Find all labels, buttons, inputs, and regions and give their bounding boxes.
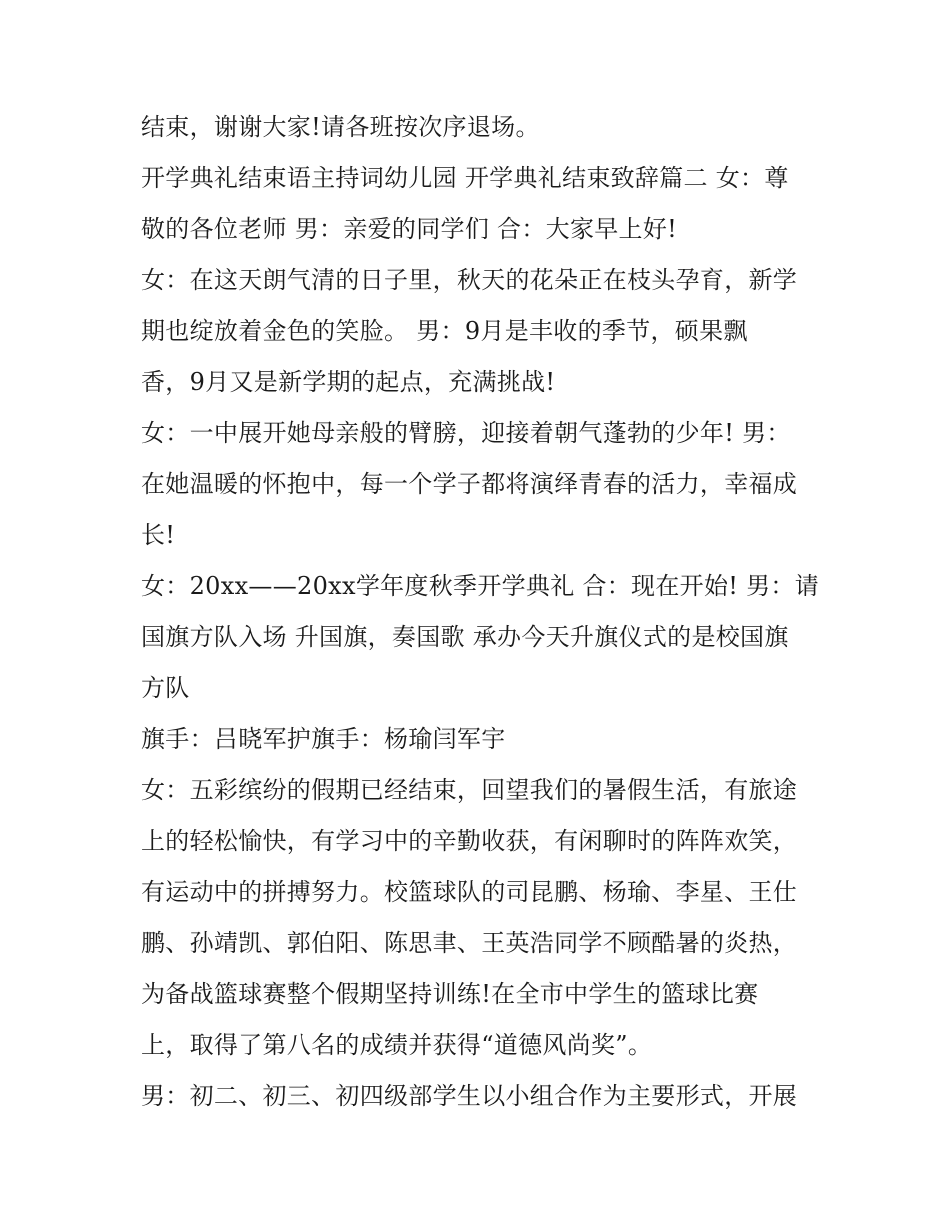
text-line: 开学典礼结束语主持词幼儿园 开学典礼结束致辞篇二 女：尊 bbox=[141, 164, 789, 192]
text-line: 旗手：吕晓军护旗手：杨瑜闫军宇 bbox=[141, 725, 506, 753]
text-line: 女：五彩缤纷的假期已经结束，回望我们的暑假生活，有旅途 bbox=[141, 776, 798, 804]
text-line: 香，9月又是新学期的起点，充满挑战! bbox=[141, 368, 556, 396]
text-line: 国旗方队入场 升国旗，奏国歌 承办今天升旗仪式的是校国旗 bbox=[141, 623, 789, 651]
text-line: 在她温暖的怀抱中，每一个学子都将演绎青春的活力，幸福成 bbox=[141, 470, 798, 498]
text-line: 鹏、孙靖凯、郭伯阳、陈思聿、王英浩同学不顾酷暑的炎热， bbox=[141, 929, 798, 957]
text-line: 结束，谢谢大家!请各班按次序退场。 bbox=[141, 113, 540, 141]
text-line: 男：初二、初三、初四级部学生以小组合作为主要形式，开展 bbox=[141, 1082, 798, 1110]
text-line: 女：在这天朗气清的日子里，秋天的花朵正在枝头孕育，新学 bbox=[141, 266, 798, 294]
text-line: 女：20xx——20xx学年度秋季开学典礼 合：现在开始! 男：请 bbox=[141, 572, 820, 600]
text-line: 为备战篮球赛整个假期坚持训练!在全市中学生的篮球比赛 bbox=[141, 980, 759, 1008]
text-line: 女：一中展开她母亲般的臂膀，迎接着朝气蓬勃的少年! 男： bbox=[141, 419, 791, 447]
text-line: 期也绽放着金色的笑脸。 男：9月是丰收的季节，硕果飘 bbox=[141, 317, 748, 345]
text-line: 方队 bbox=[141, 674, 190, 702]
text-line: 上，取得了第八名的成绩并获得“道德风尚奖”。 bbox=[141, 1031, 653, 1059]
text-line: 长! bbox=[141, 521, 176, 549]
text-line: 上的轻松愉快，有学习中的辛勤收获，有闲聊时的阵阵欢笑， bbox=[141, 827, 798, 855]
text-line: 有运动中的拼搏努力。校篮球队的司昆鹏、杨瑜、李星、王仕 bbox=[141, 878, 798, 906]
text-line: 敬的各位老师 男：亲爱的同学们 合：大家早上好! bbox=[141, 215, 678, 243]
